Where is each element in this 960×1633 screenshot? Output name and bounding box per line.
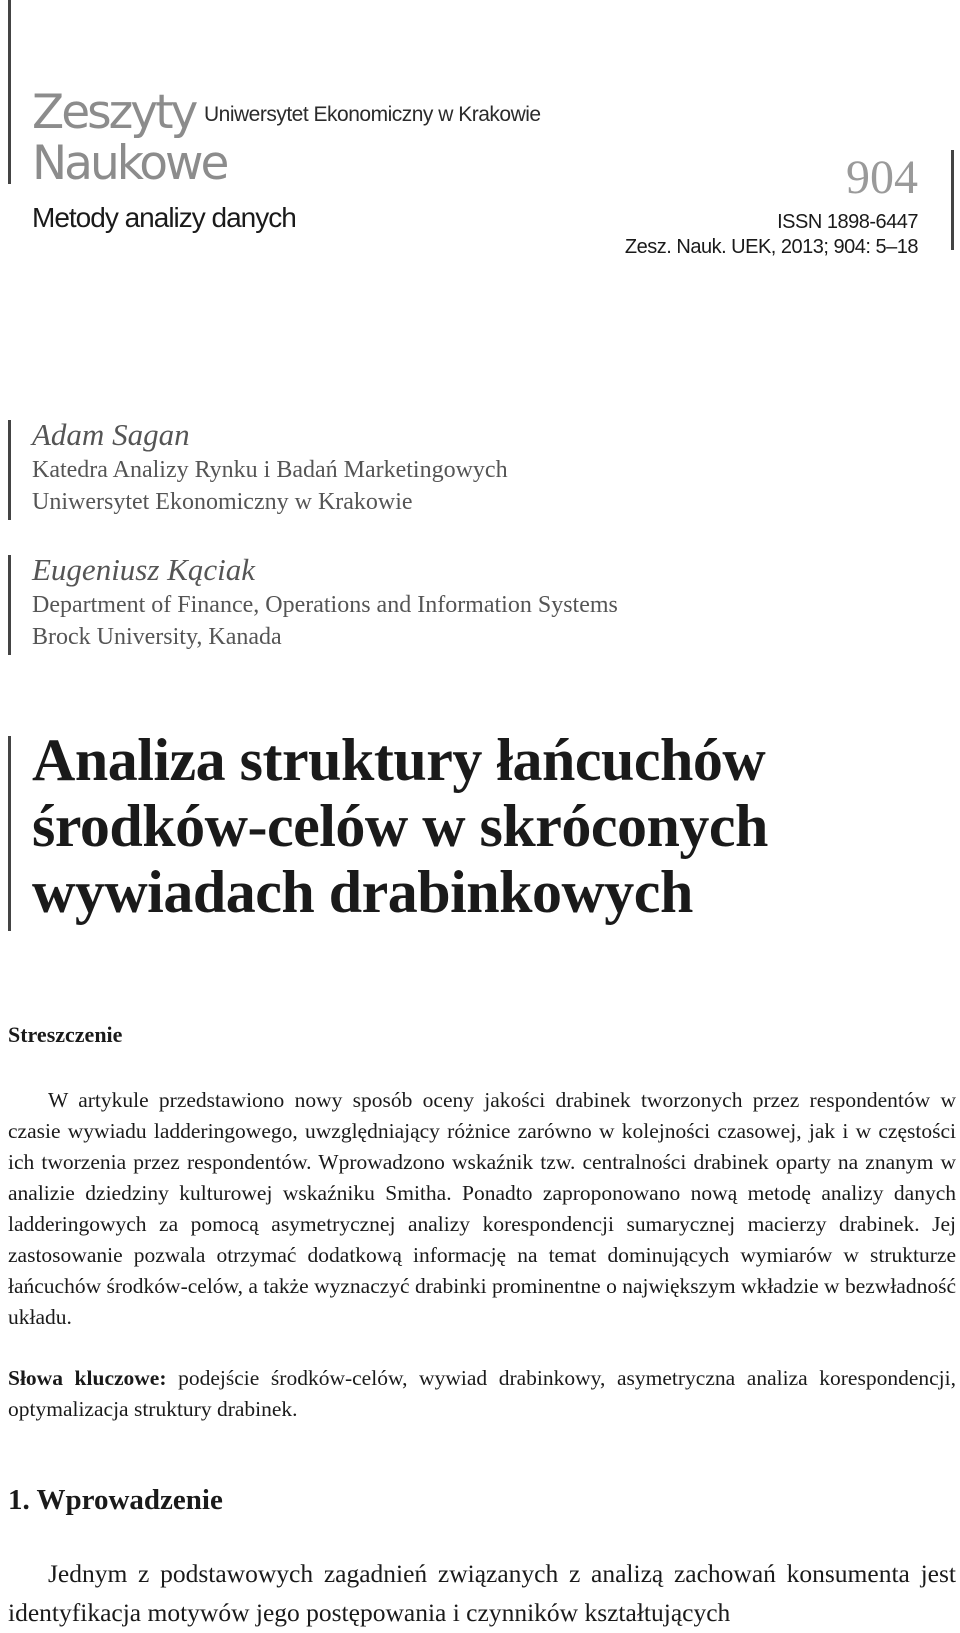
author-block (32, 416, 508, 518)
section-body-text: Jednym z podstawowych zagadnień związanych z analizą zachowań konsumenta jest identyfikacja motywów jego postępowania i czynników kształtujących (8, 1559, 956, 1627)
issn: ISSN 1898-6447 (777, 211, 918, 233)
keywords (8, 1363, 956, 1425)
author-affiliation: Katedra Analizy Rynku i Badań Marketingowych (32, 457, 508, 483)
journal-name-line1: Zeszyty (32, 85, 196, 140)
masthead-right-rule (951, 150, 954, 250)
author-affiliation: Uniwersytet Ekonomiczny w Krakowie (32, 489, 413, 515)
author2-rule (8, 555, 11, 655)
title-line: środków-celów w skróconych (32, 793, 768, 859)
author-affiliation: Brock University, Kanada (32, 624, 282, 650)
keywords-text: podejście środków-celów, wywiad drabinkowy, asymetryczna analiza korespondencji, optymalizacja struktury drabinek. (8, 1366, 956, 1421)
abstract-heading: Streszczenie (8, 1022, 123, 1047)
section-heading: 1. Wprowadzenie (8, 1484, 223, 1516)
journal-name-line2: Naukowe (32, 136, 227, 191)
author-name: Adam Sagan (32, 417, 190, 452)
title-line: wywiadach drabinkowych (32, 859, 693, 925)
issue-number: 904 (846, 151, 918, 204)
title-line: Analiza struktury łańcuchów (32, 727, 766, 793)
author1-rule (8, 420, 11, 520)
keywords-label: Słowa kluczowe: (8, 1366, 167, 1390)
title-rule (8, 736, 11, 931)
author-affiliation: Department of Finance, Operations and Information Systems (32, 592, 618, 618)
journal-series: Metody analizy danych (32, 202, 296, 233)
masthead-left-rule (8, 0, 11, 184)
author-block (32, 551, 618, 653)
abstract-text: W artykule przedstawiono nowy sposób oceny jakości drabinek tworzonych przez respondentów w czasie wywiadu ladderingowego, uwzględniający różnice zarówno w kolejności czasowej, jak i w częstości ich tworzenia przez respondentów. Wprowadzono wskaźnik tzw. centralności drabinek oparty na znanym w analizie dziedziny kulturowej wskaźniku Smitha. Ponadto zaproponowano nową metodę analizy danych ladderingowych za pomocą asymetrycznej analizy korespondencji sumarycznej macierzy drabinek. Jej zastosowanie pozwala otrzymać dodatkową informację na temat dominujących wymiarów w strukturze łańcuchów środków-celów, a także wyznaczyć drabinki prominentne o największym wkładzie w bezwładność układu. (8, 1088, 956, 1329)
article-title (32, 727, 768, 925)
author-name: Eugeniusz Kąciak (32, 552, 255, 587)
journal-university: Uniwersytet Ekonomiczny w Krakowie (204, 103, 541, 126)
citation: Zesz. Nauk. UEK, 2013; 904: 5–18 (624, 236, 918, 258)
